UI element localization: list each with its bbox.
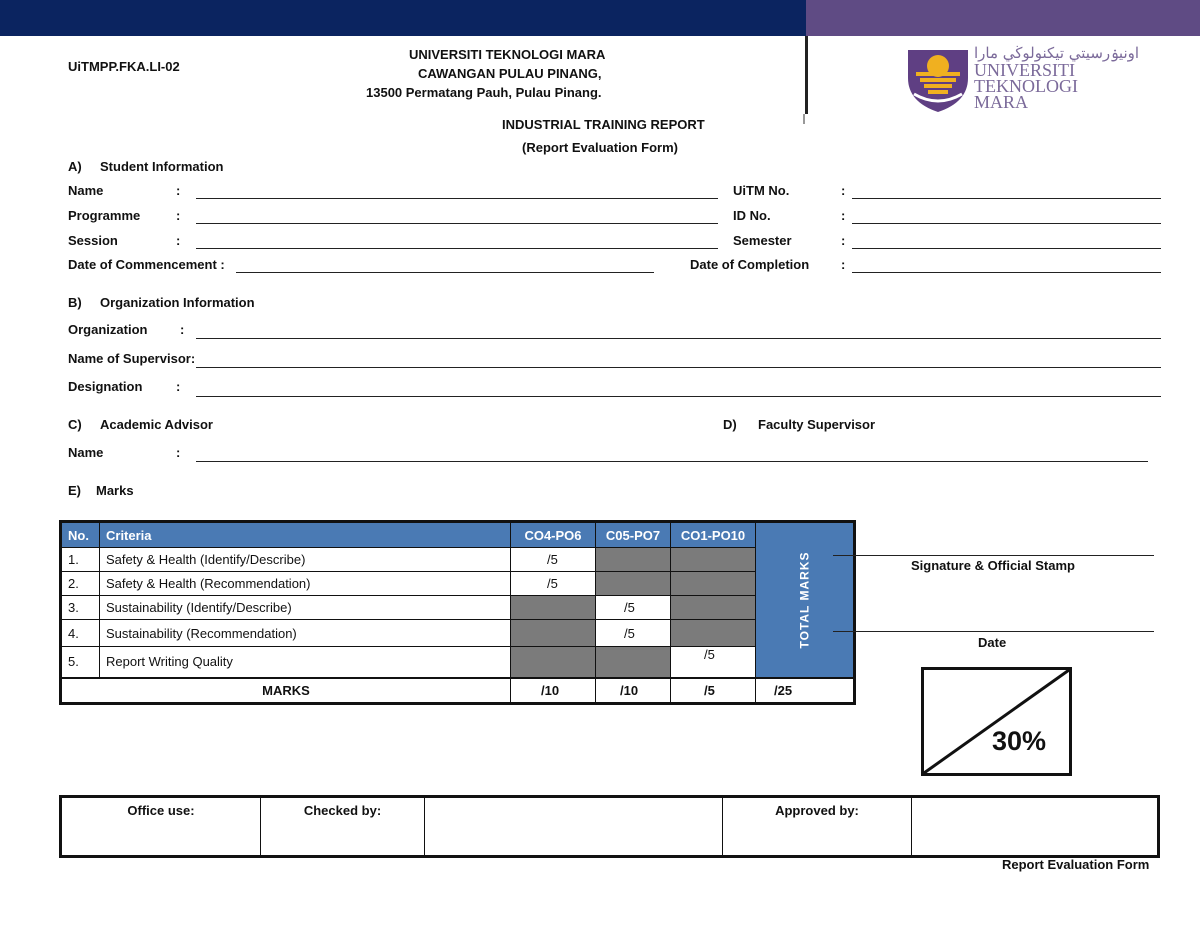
footer-form-name: Report Evaluation Form [1002, 857, 1150, 872]
row-criteria: Sustainability (Identify/Describe) [100, 596, 511, 620]
section-b-letter: B) [68, 295, 82, 310]
approved-by-field[interactable] [912, 797, 1159, 857]
id-no-label: ID No. [733, 208, 771, 223]
header-bar-purple [806, 0, 1200, 36]
row-co5-mark [596, 647, 671, 678]
uitm-no-field[interactable] [852, 198, 1161, 199]
header-no: No. [61, 522, 100, 548]
row-co1-mark[interactable]: /5 [671, 647, 756, 678]
row-co1-mark [671, 596, 756, 620]
campus-name: CAWANGAN PULAU PINANG, [418, 66, 602, 81]
uitm-no-label: UiTM No. [733, 183, 790, 198]
checked-by-field[interactable] [425, 797, 723, 857]
checked-by-cell: Checked by: [261, 797, 425, 857]
name-label: Name [68, 183, 104, 198]
supervisor-field[interactable] [196, 367, 1161, 368]
id-no-colon: : [841, 208, 846, 223]
advisor-name-label: Name [68, 445, 104, 460]
marks-header-row [61, 522, 855, 548]
row-no: 3. [61, 596, 100, 620]
signature-line[interactable] [833, 555, 1154, 556]
marks-total-co5: /10 [596, 678, 671, 704]
organization-label: Organization [68, 322, 148, 337]
commencement-label: Date of Commencement : [68, 257, 225, 272]
row-co5-mark[interactable]: /5 [596, 620, 671, 647]
header-co4-po6: CO4-PO6 [511, 522, 596, 548]
header-total-marks [756, 522, 855, 678]
uitm-crest-icon [906, 44, 970, 114]
section-a-letter: A) [68, 159, 82, 174]
marks-grand-total[interactable]: /25 [756, 678, 855, 704]
table-row [61, 572, 855, 596]
session-colon: : [176, 233, 181, 248]
section-a-heading: Student Information [100, 159, 224, 174]
row-co1-mark [671, 572, 756, 596]
section-d-heading: Faculty Supervisor [758, 417, 876, 432]
advisor-name-field[interactable] [196, 461, 1148, 462]
header-co1-po10: CO1-PO10 [671, 522, 756, 548]
date-label: Date [978, 635, 1007, 650]
row-co5-mark [596, 572, 671, 596]
marks-total-co4: /10 [511, 678, 596, 704]
office-use-table [59, 795, 1160, 858]
marks-table [59, 520, 856, 705]
organization-field[interactable] [196, 338, 1161, 339]
header-divider-tail [803, 114, 805, 124]
completion-colon: : [841, 257, 846, 272]
marks-total-co1: /5 [671, 678, 756, 704]
office-use-cell: Office use: [61, 797, 261, 857]
university-name: UNIVERSITI TEKNOLOGI MARA [409, 47, 606, 62]
designation-colon: : [176, 379, 181, 394]
row-co4-mark[interactable]: /5 [511, 548, 596, 572]
row-no: 4. [61, 620, 100, 647]
logo-line-2: TEKNOLOGI [974, 76, 1078, 96]
campus-address: 13500 Permatang Pauh, Pulau Pinang. [366, 85, 602, 100]
row-criteria: Report Writing Quality [100, 647, 511, 678]
row-co5-mark [596, 548, 671, 572]
name-colon: : [176, 183, 181, 198]
header-bar-blue [0, 0, 806, 36]
signature-label: Signature & Official Stamp [911, 558, 1075, 573]
name-field[interactable] [196, 198, 718, 199]
designation-label: Designation [68, 379, 143, 394]
row-criteria: Sustainability (Recommendation) [100, 620, 511, 647]
logo-jawi: اونيۏرسيتي تيكنولوڬي مارا [974, 44, 1140, 62]
completion-field[interactable] [852, 272, 1161, 273]
semester-label: Semester [733, 233, 792, 248]
organization-colon: : [180, 322, 185, 337]
row-co4-mark [511, 596, 596, 620]
table-row [61, 620, 855, 647]
designation-field[interactable] [196, 396, 1161, 397]
supervisor-label: Name of Supervisor: [68, 351, 196, 366]
commencement-field[interactable] [236, 272, 654, 273]
weight-box-diagonal [924, 670, 1069, 773]
section-d-letter: D) [723, 417, 737, 432]
header-co5-po7: C05-PO7 [596, 522, 671, 548]
row-no: 1. [61, 548, 100, 572]
semester-colon: : [841, 233, 846, 248]
weight-percent: 30% [992, 726, 1047, 756]
logo-wordmark [974, 62, 1078, 110]
row-no: 5. [61, 647, 100, 678]
section-e-letter: E) [68, 483, 81, 498]
section-c-heading: Academic Advisor [100, 417, 213, 432]
section-c-letter: C) [68, 417, 82, 432]
section-e-heading: Marks [96, 483, 134, 498]
report-subtitle: (Report Evaluation Form) [522, 140, 679, 155]
logo-line-1: UNIVERSITI [974, 60, 1075, 80]
row-co1-mark [671, 548, 756, 572]
row-co5-mark[interactable]: /5 [596, 596, 671, 620]
logo-line-3: MARA [974, 92, 1029, 112]
row-no: 2. [61, 572, 100, 596]
row-criteria: Safety & Health (Recommendation) [100, 572, 511, 596]
header-criteria: Criteria [100, 522, 511, 548]
row-co4-mark [511, 620, 596, 647]
semester-field[interactable] [852, 248, 1161, 249]
row-criteria: Safety & Health (Identify/Describe) [100, 548, 511, 572]
report-title: INDUSTRIAL TRAINING REPORT [502, 117, 705, 132]
row-co4-mark[interactable]: /5 [511, 572, 596, 596]
advisor-name-colon: : [176, 445, 181, 460]
section-b-heading: Organization Information [100, 295, 255, 310]
marks-total-row [61, 678, 855, 704]
header-divider [805, 36, 808, 114]
session-label: Session [68, 233, 118, 248]
programme-field[interactable] [196, 223, 718, 224]
session-field[interactable] [196, 248, 718, 249]
table-row [61, 647, 855, 678]
date-line[interactable] [833, 631, 1154, 632]
programme-colon: : [176, 208, 181, 223]
form-code: UiTMPP.FKA.LI-02 [68, 59, 180, 74]
table-row [61, 596, 855, 620]
approved-by-cell: Approved by: [723, 797, 912, 857]
total-marks-label: TOTAL MARKS [797, 551, 812, 649]
office-use-row [61, 797, 1159, 857]
row-co1-mark [671, 620, 756, 647]
marks-total-label: MARKS [61, 678, 511, 704]
weight-box [921, 667, 1072, 776]
programme-label: Programme [68, 208, 141, 223]
id-no-field[interactable] [852, 223, 1161, 224]
completion-label: Date of Completion [690, 257, 810, 272]
row-co4-mark [511, 647, 596, 678]
uitm-no-colon: : [841, 183, 846, 198]
table-row [61, 548, 855, 572]
